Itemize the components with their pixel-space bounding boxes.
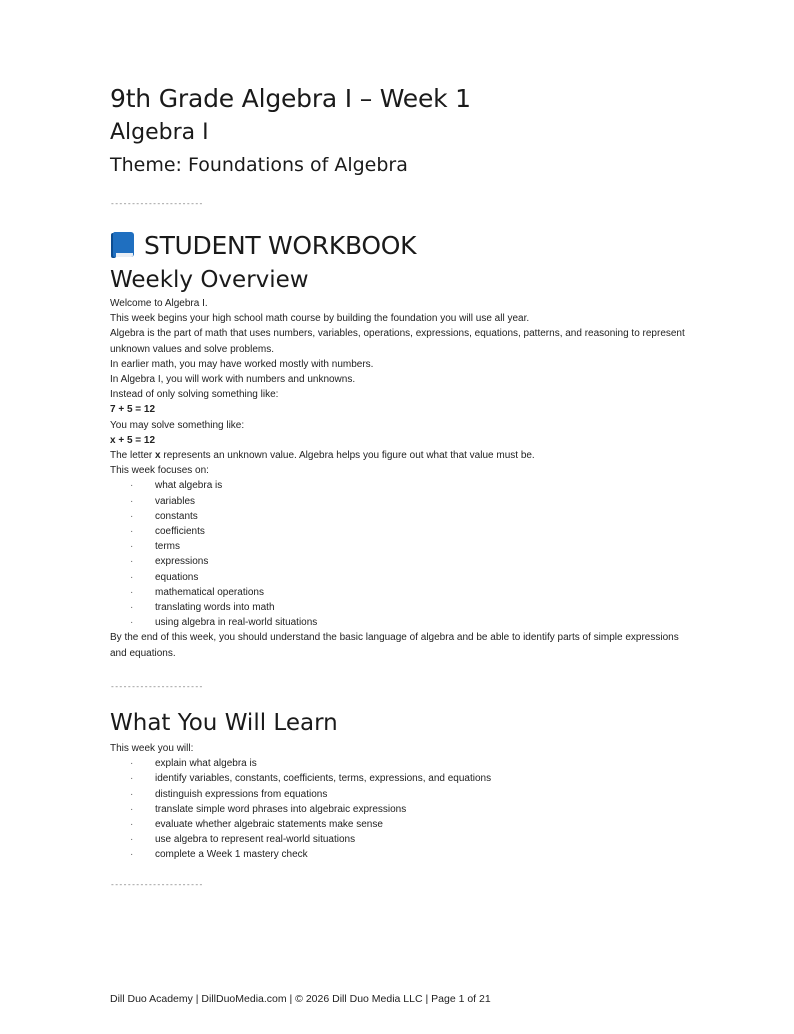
- overview-intro: This week begins your high school math course by building the foundation you will use all year.: [110, 313, 530, 325]
- list-item: · equations: [110, 570, 690, 585]
- overview-may-solve: You may solve something like:: [110, 419, 245, 431]
- what-you-will-learn-body: [110, 741, 690, 863]
- list-item: · distinguish expressions from equations: [110, 787, 690, 802]
- section-divider: ----------------------: [110, 199, 203, 208]
- weekly-overview-body: [110, 296, 690, 661]
- list-item: · explain what algebra is: [110, 756, 690, 771]
- list-item: · translating words into math: [110, 600, 690, 615]
- letter-x: x: [155, 450, 161, 462]
- document-subtitle: Algebra I: [110, 120, 209, 145]
- section-divider: ----------------------: [110, 880, 203, 889]
- list-item: · use algebra to represent real-world situations: [110, 832, 690, 847]
- list-item: · what algebra is: [110, 478, 690, 493]
- overview-in-algebra: In Algebra I, you will work with numbers and unknowns.: [110, 374, 356, 386]
- overview-instead: Instead of only solving something like:: [110, 389, 279, 401]
- list-item: · terms: [110, 539, 690, 554]
- overview-letter-x: [110, 448, 690, 463]
- list-item: · translate simple word phrases into algebraic expressions: [110, 802, 690, 817]
- overview-definition: Algebra is the part of math that uses numbers, variables, operations, expressions, equations, patterns, and reasoning to represent unknown values and solve problems.: [110, 328, 685, 355]
- overview-welcome: Welcome to Algebra I.: [110, 298, 208, 309]
- section-divider: ----------------------: [110, 682, 203, 691]
- focus-list: [110, 478, 690, 630]
- list-item: · evaluate whether algebraic statements make sense: [110, 817, 690, 832]
- list-item: · identify variables, constants, coefficients, terms, expressions, and equations: [110, 771, 690, 786]
- learn-intro: This week you will:: [110, 743, 194, 754]
- list-item: · coefficients: [110, 524, 690, 539]
- example-equation-2: x + 5 = 12: [110, 434, 156, 446]
- overview-closing: By the end of this week, you should understand the basic language of algebra and be able to identify parts of simple expressions and equations.: [110, 632, 679, 659]
- list-item: · complete a Week 1 mastery check: [110, 847, 690, 862]
- overview-focus-intro: This week focuses on:: [110, 465, 209, 477]
- workbook-heading-text: STUDENT WORKBOOK: [144, 230, 417, 260]
- document-theme: Theme: Foundations of Algebra: [110, 154, 408, 176]
- page-footer: Dill Duo Academy | DillDuoMedia.com | © 2026 Dill Duo Media LLC | Page 1 of 21: [110, 993, 491, 1005]
- list-item: · mathematical operations: [110, 585, 690, 600]
- list-item: · using algebra in real-world situations: [110, 615, 690, 630]
- list-item: · constants: [110, 509, 690, 524]
- blue-book-icon: [110, 231, 136, 259]
- what-you-will-learn-heading: What You Will Learn: [110, 710, 338, 736]
- letter-x-post: represents an unknown value. Algebra helps you figure out what that value must be.: [160, 450, 535, 462]
- list-item: · expressions: [110, 554, 690, 569]
- learn-list: [110, 756, 690, 862]
- workbook-heading: [110, 228, 416, 262]
- weekly-overview-heading: Weekly Overview: [110, 267, 309, 293]
- overview-earlier: In earlier math, you may have worked mostly with numbers.: [110, 358, 374, 370]
- letter-x-pre: The letter: [110, 450, 156, 462]
- list-item: · variables: [110, 494, 690, 509]
- document-title: 9th Grade Algebra I – Week 1: [110, 84, 471, 113]
- example-equation-1: 7 + 5 = 12: [110, 404, 156, 416]
